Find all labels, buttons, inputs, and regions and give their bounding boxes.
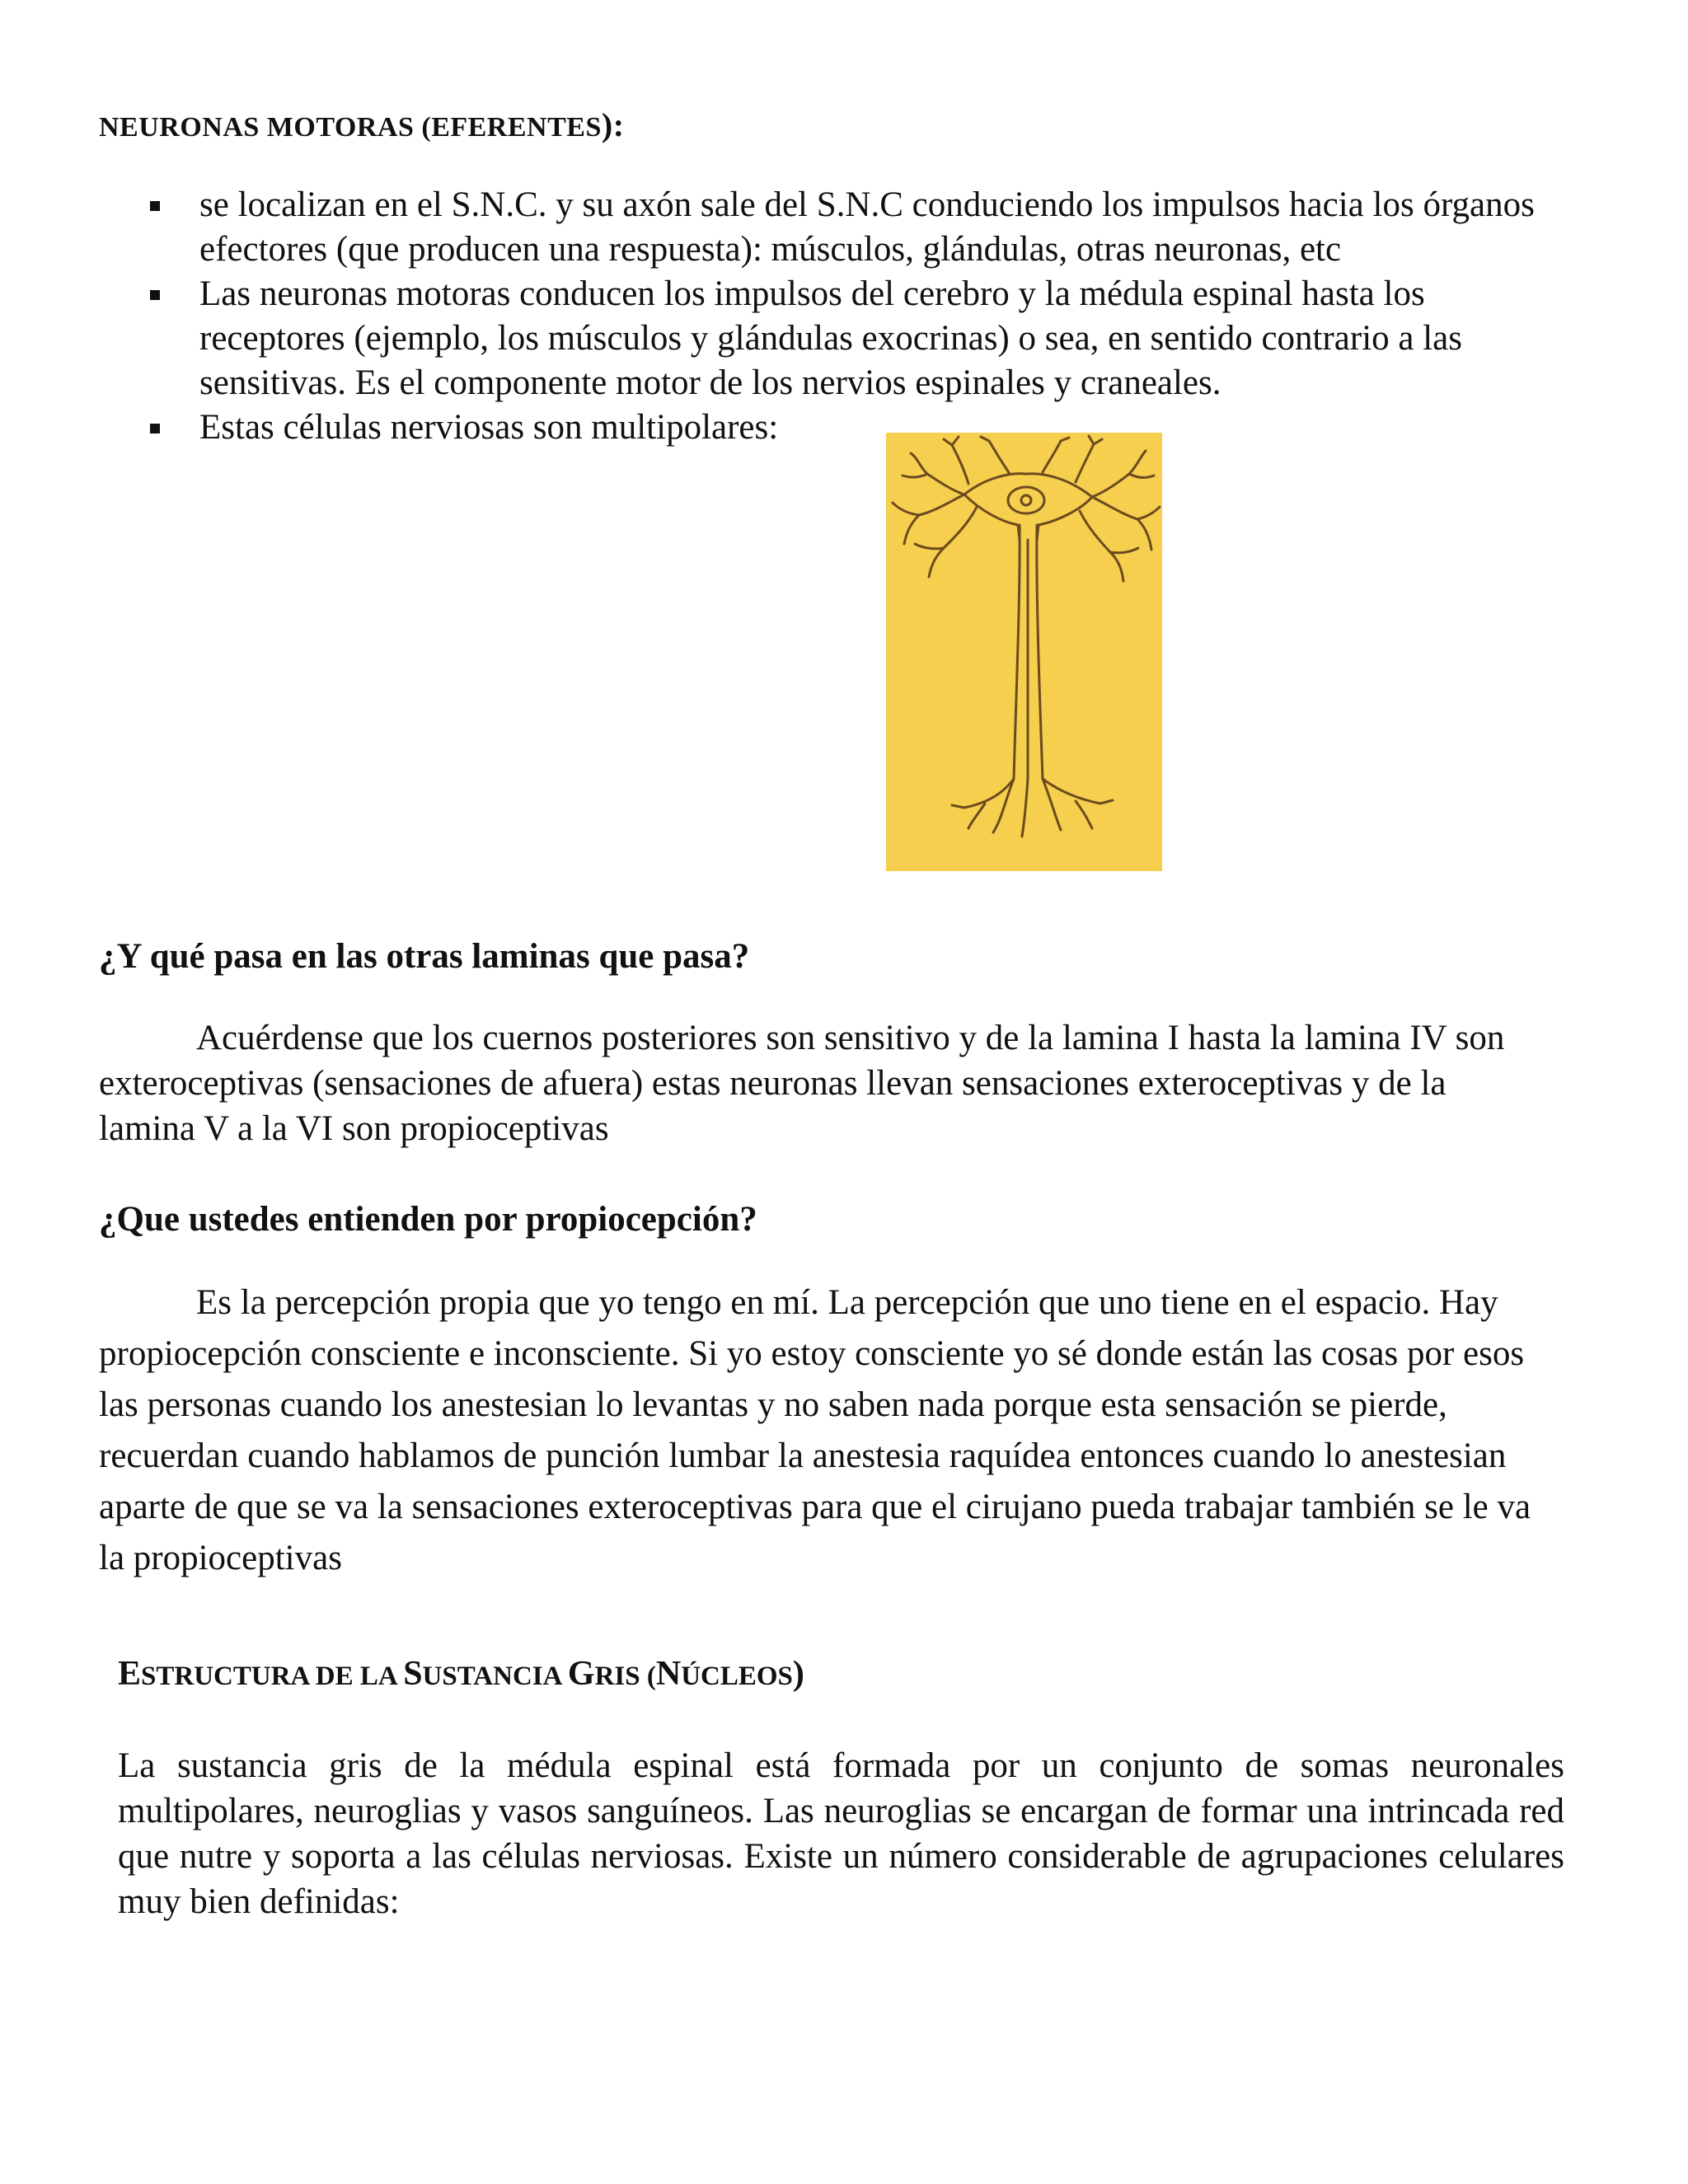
heading-part: ÚCLEOS: [681, 1661, 793, 1691]
paragraph-propiocepcion: [99, 1277, 1550, 1584]
heading-part: RIS (: [594, 1661, 656, 1691]
bullet-item: [148, 405, 1566, 450]
heading-part: N: [655, 1655, 682, 1693]
multipolar-neuron-illustration: [886, 433, 1162, 871]
question-otras-laminas: ¿Y qué pasa en las otras laminas que pasa?: [99, 937, 750, 976]
bullet-text: Las neuronas motoras conducen los impulsos del cerebro y la médula espinal hasta los receptores (ejemplo, los músculos y glándulas exocrinas) o sea, en sentido contrario a las sensitivas. Es el componente motor de los nervios espinales y craneales.: [199, 274, 1463, 402]
paragraph-sustancia-gris: La sustancia gris de la médula espinal está formada por un conjunto de somas neuronales multipolares, neuroglias y vasos sanguíneos. Las neuroglias se encargan de formar una intrincada red que nutre y soporta a las células nerviosas. Existe un número considerable de agrupaciones celulares muy bien definidas:: [118, 1746, 1564, 1921]
heading-part: G: [567, 1655, 595, 1693]
paragraph-text: Es la percepción propia que yo tengo en mí. La percepción que uno tiene en el espacio. Hay propiocepción consciente e inconsciente. Si yo estoy consciente yo sé donde están las cosas por esos las personas cuando los anestesian lo levantas y no saben nada porque esta sensación se pierde, recuerdan cuando hablamos de punción lumbar la anestesia raquídea entonces cuando lo anestesian aparte de que se va la sensaciones exteroceptivas para que el cirujano pueda trabajar también se le va la propioceptivas: [99, 1283, 1531, 1577]
section-heading-sustancia-gris: [118, 1654, 804, 1694]
bullet-text: se localizan en el S.N.C. y su axón sale del S.N.C conduciendo los impulsos hacia los órganos efectores (que producen una respuesta): músculos, glándulas, otras neuronas, etc: [199, 185, 1535, 269]
square-bullet-icon: [150, 201, 160, 211]
question-propiocepcion: ¿Que ustedes entienden por propiocepción?: [99, 1200, 757, 1239]
bullet-text: Estas células nerviosas son multipolares:: [199, 408, 779, 447]
heading-text: NEURONAS MOTORAS (EFERENTES: [99, 112, 602, 143]
bullet-list: [148, 183, 1566, 450]
bullet-item: [148, 272, 1566, 405]
paragraph-laminas: [99, 1015, 1550, 1151]
heading-part: S: [403, 1655, 423, 1693]
section-heading-neuronas-motoras: [99, 105, 625, 144]
heading-tail: ):: [601, 106, 625, 143]
heading-part: ): [792, 1655, 804, 1693]
bullet-item: [148, 183, 1566, 272]
heading-part: USTANCIA: [422, 1661, 568, 1691]
paragraph-text: Acuérdense que los cuernos posteriores son sensitivo y de la lamina I hasta la lamina IV son exteroceptivas (sensaciones de afuera) estas neuronas llevan sensaciones exteroceptivas y de la lamina V a la VI son propioceptivas: [99, 1019, 1505, 1148]
square-bullet-icon: [150, 424, 160, 434]
square-bullet-icon: [150, 290, 160, 300]
heading-part: STRUCTURA DE LA: [141, 1661, 404, 1691]
heading-part: E: [118, 1655, 142, 1693]
